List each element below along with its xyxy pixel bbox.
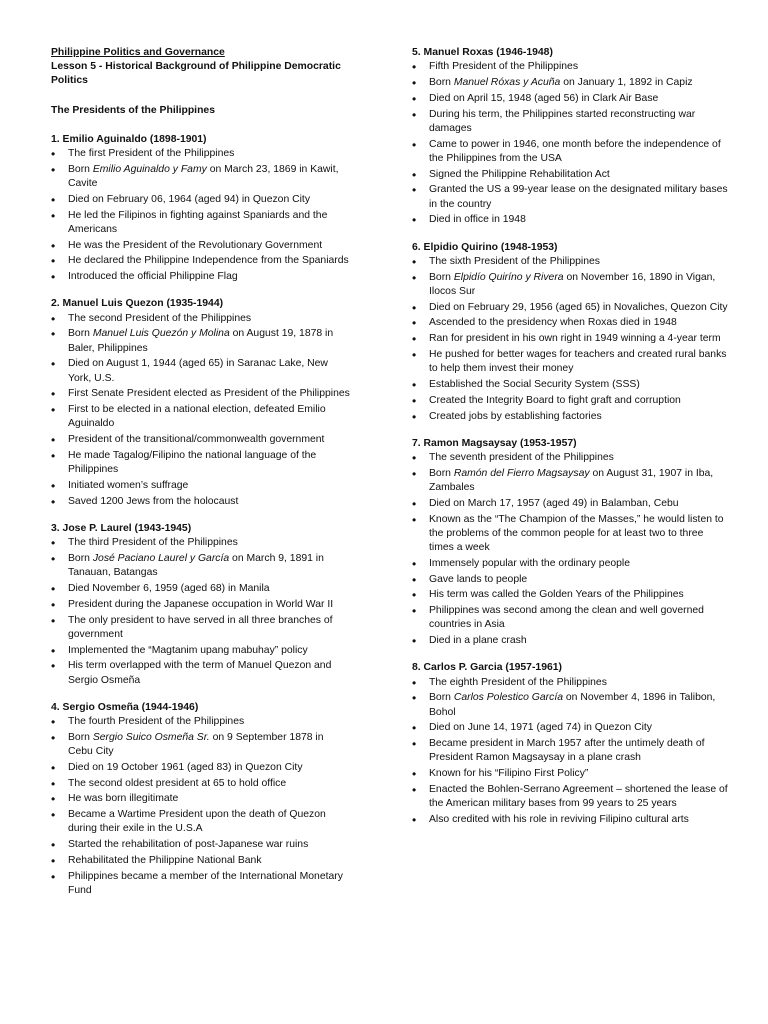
bullet-text: Fifth President of the Philippines xyxy=(429,61,579,73)
list-item xyxy=(51,838,351,852)
bullet-text: Born xyxy=(429,467,454,479)
bullet-list xyxy=(51,536,351,688)
bullet-list xyxy=(51,715,351,898)
bullet-text: He was the President of the Revolutionary Government xyxy=(68,239,323,251)
list-item xyxy=(412,513,728,556)
bullet-text: Became president in March 1957 after the untimely death of President Ramon Magsaysay in a plane crash xyxy=(429,738,705,764)
list-item xyxy=(51,552,351,580)
bullet-text: Born xyxy=(429,692,454,704)
list-item xyxy=(51,147,351,161)
bullet-text: Died in office in 1948 xyxy=(429,214,526,226)
bullet-text: His term overlapped with the term of Manuel Quezon and Sergio Osmeña xyxy=(68,660,332,686)
list-item xyxy=(412,588,728,602)
list-item xyxy=(51,792,351,806)
list-item xyxy=(51,761,351,775)
list-item xyxy=(51,327,351,355)
list-item xyxy=(412,557,728,571)
list-item xyxy=(51,209,351,237)
bullet-text: During his term, the Philippines started reconstructing war damages xyxy=(429,108,696,134)
list-item xyxy=(412,378,728,392)
section-title: 5. Manuel Roxas (1946-1948) xyxy=(412,47,553,58)
bullet-text: Initiated women’s suffrage xyxy=(68,480,189,491)
bullet-text: Died November 6, 1959 (aged 68) in Manila xyxy=(68,583,270,594)
bullet-text: The second oldest president at 65 to hold office xyxy=(68,777,287,789)
list-item xyxy=(412,604,728,632)
list-item xyxy=(412,271,728,299)
list-item xyxy=(412,183,728,211)
bullet-text: Also credited with his role in reviving Filipino cultural arts xyxy=(429,813,689,825)
bullet-text: on August 19, 1878 in Baler, Philippines xyxy=(68,328,334,354)
list-item xyxy=(51,731,351,759)
bullet-text: Rehabilitated the Philippine National Bank xyxy=(68,854,262,866)
list-item xyxy=(412,410,728,424)
list-item xyxy=(51,254,351,268)
list-item xyxy=(51,715,351,729)
list-item xyxy=(51,598,351,612)
list-item xyxy=(51,312,351,326)
bullet-list xyxy=(412,451,728,648)
list-item xyxy=(412,108,728,136)
topic-title: The Presidents of the Philippines xyxy=(51,104,215,116)
bullet-text: Born xyxy=(68,553,93,564)
list-item xyxy=(412,301,728,315)
bullet-text: Died on March 17, 1957 (aged 49) in Balamban, Cebu xyxy=(429,497,679,509)
section-title: 7. Ramon Magsaysay (1953-1957) xyxy=(412,437,577,449)
list-item xyxy=(412,691,728,719)
list-item xyxy=(412,255,728,269)
list-item xyxy=(51,808,351,836)
bullet-text: Granted the US a 99-year lease on the designated military bases in the country xyxy=(429,184,728,210)
bullet-text: Born xyxy=(429,77,454,88)
bullet-text: Born xyxy=(68,163,93,175)
bullet-text: He pushed for better wages for teachers and created rural banks to help them invest their money xyxy=(429,348,727,375)
bullet-text: Enacted the Bohlen-Serrano Agreement – shortened the lease of the American military bases from 99 years to 25 years xyxy=(429,783,728,810)
list-item xyxy=(51,357,351,385)
bullet-text: He declared the Philippine Independence from the Spaniards xyxy=(68,255,349,267)
bullet-text: Died on February 29, 1956 (aged 65) in Novaliches, Quezon City xyxy=(429,301,728,313)
section-title: 6. Elpidio Quirino (1948-1953) xyxy=(412,241,558,253)
bullet-text: Immensely popular with the ordinary people xyxy=(429,557,630,569)
bullet-list xyxy=(412,60,728,227)
list-item xyxy=(412,168,728,182)
bullet-text: on November 4, 1896 in Talibon, Bohol xyxy=(429,692,716,718)
list-item xyxy=(51,163,351,191)
bullet-text: Known for his “Filipino First Policy” xyxy=(429,768,589,780)
bullet-text: Signed the Philippine Rehabilitation Act xyxy=(429,168,610,180)
right-sections xyxy=(412,46,728,827)
bullet-text: Implemented the “Magtanim upang mabuhay” policy xyxy=(68,644,308,656)
bullet-text: on 9 September 1878 in Cebu City xyxy=(68,731,324,757)
bullet-text: Died on February 06, 1964 (aged 94) in Quezon City xyxy=(68,193,311,205)
bullet-text: on March 23, 1869 in Kawit, Cavite xyxy=(68,163,339,190)
birth-name: Manuel Luis Quezón y Molina xyxy=(92,328,230,340)
list-item xyxy=(51,403,351,431)
list-item xyxy=(51,870,351,898)
bullet-text: The sixth President of the Philippines xyxy=(429,255,600,267)
bullet-text: President during the Japanese occupation in World War II xyxy=(68,598,334,610)
bullet-text: on August 31, 1907 in Iba, Zambales xyxy=(429,467,714,493)
birth-name: Ramón del Fierro Magsaysay xyxy=(453,467,590,479)
bullet-text: Came to power in 1946, one month before the independence of the Philippines from the USA xyxy=(429,138,721,164)
section-title: 1. Emilio Aguinaldo (1898-1901) xyxy=(51,133,207,145)
bullet-text: on March 9, 1891 in Tanauan, Batangas xyxy=(68,553,324,579)
lesson-title: Lesson 5 - Historical Background of Philippine Democratic Politics xyxy=(51,61,341,87)
bullet-text: His term was called the Golden Years of the Philippines xyxy=(429,589,684,601)
list-item xyxy=(51,614,351,642)
bullet-list xyxy=(412,255,728,424)
bullet-text: Died on August 1, 1944 (aged 65) in Saranac Lake, New York, U.S. xyxy=(68,358,328,384)
bullet-text: The only president to have served in all three branches of government xyxy=(68,614,333,640)
bullet-text: The third President of the Philippines xyxy=(68,537,238,549)
bullet-text: First to be elected in a national election, defeated Emilio Aguinaldo xyxy=(68,404,326,430)
bullet-text: The fourth President of the Philippines xyxy=(68,716,245,727)
birth-name: Manuel Róxas y Acuña xyxy=(453,77,561,88)
bullet-text: Established the Social Security System (SSS) xyxy=(429,378,640,390)
list-item xyxy=(51,659,351,687)
list-item xyxy=(51,479,351,493)
bullet-text: Died on June 14, 1971 (aged 74) in Quezon City xyxy=(429,722,652,734)
list-item xyxy=(412,92,728,106)
birth-name: Sergio Suico Osmeña Sr. xyxy=(92,731,210,743)
section-title: 2. Manuel Luis Quezon (1935-1944) xyxy=(51,298,224,310)
bullet-text: The seventh president of the Philippines xyxy=(429,451,614,463)
bullet-text: Died on April 15, 1948 (aged 56) in Clark Air Base xyxy=(429,92,659,104)
list-item xyxy=(51,433,351,447)
bullet-text: He made Tagalog/Filipino the national language of the Philippines xyxy=(68,450,317,476)
list-item xyxy=(412,467,728,495)
bullet-text: The second President of the Philippines xyxy=(68,312,252,324)
bullet-text: The first President of the Philippines xyxy=(68,148,235,160)
bullet-text: Gave lands to people xyxy=(429,573,528,585)
bullet-text: Introduced the official Philippine Flag xyxy=(68,271,238,283)
bullet-text: Known as the “The Champion of the Masses,” he would listen to the problems of the common people for at least two to three times a week xyxy=(429,513,724,553)
list-item xyxy=(51,777,351,791)
birth-name: José Paciano Laurel y García xyxy=(92,553,230,564)
list-item xyxy=(412,451,728,465)
birth-name: Elpidío Quiríno y Rivera xyxy=(453,271,564,283)
list-item xyxy=(51,582,351,596)
bullet-text: Created the Integrity Board to fight graft and corruption xyxy=(429,394,681,406)
president-section xyxy=(51,133,351,285)
bullet-text: President of the transitional/commonwealth government xyxy=(68,434,325,446)
list-item xyxy=(51,193,351,207)
bullet-text: Saved 1200 Jews from the holocaust xyxy=(68,495,239,507)
bullet-text: Created jobs by establishing factories xyxy=(429,410,602,422)
bullet-text: He was born illegitimate xyxy=(68,793,179,805)
list-item xyxy=(412,213,728,227)
list-item xyxy=(51,449,351,477)
bullet-text: Born xyxy=(68,731,93,743)
birth-name: Carlos Polestico García xyxy=(453,692,563,704)
bullet-list xyxy=(51,147,351,284)
bullet-text: Philippines was second among the clean and well governed countries in Asia xyxy=(429,605,704,631)
president-section xyxy=(412,241,728,424)
bullet-text: Born xyxy=(429,271,454,283)
list-item xyxy=(412,332,728,346)
list-item xyxy=(412,348,728,376)
left-sections xyxy=(51,133,351,898)
list-item xyxy=(412,737,728,765)
section-title: 8. Carlos P. Garcia (1957-1961) xyxy=(412,662,562,674)
right-column xyxy=(412,46,728,840)
list-item xyxy=(412,60,728,74)
bullet-text: Ascended to the presidency when Roxas died in 1948 xyxy=(429,317,677,329)
president-section xyxy=(412,437,728,649)
section-title: 4. Sergio Osmeña (1944-1946) xyxy=(51,701,199,713)
bullet-text: Born xyxy=(68,328,93,340)
list-item xyxy=(51,270,351,284)
list-item xyxy=(51,644,351,658)
section-title: 3. Jose P. Laurel (1943-1945) xyxy=(51,523,192,534)
president-section xyxy=(51,297,351,509)
list-item xyxy=(412,394,728,408)
list-item xyxy=(412,813,728,827)
bullet-text: Died in a plane crash xyxy=(429,635,527,647)
list-item xyxy=(412,676,728,690)
president-section xyxy=(51,522,351,688)
bullet-text: Ran for president in his own right in 1949 winning a 4-year term xyxy=(429,333,721,345)
list-item xyxy=(51,854,351,868)
list-item xyxy=(51,495,351,509)
list-item xyxy=(412,783,728,811)
list-item xyxy=(51,239,351,253)
list-item xyxy=(412,316,728,330)
list-item xyxy=(412,573,728,587)
president-section xyxy=(412,46,728,228)
list-item xyxy=(51,536,351,550)
bullet-list xyxy=(412,676,728,828)
bullet-text: on January 1, 1892 in Capiz xyxy=(560,77,693,88)
bullet-text: Died on 19 October 1961 (aged 83) in Quezon City xyxy=(68,761,303,773)
list-item xyxy=(412,767,728,781)
list-item xyxy=(412,634,728,648)
list-item xyxy=(412,76,728,90)
bullet-text: Philippines became a member of the International Monetary Fund xyxy=(68,870,343,896)
bullet-text: Became a Wartime President upon the death of Quezon during their exile in the U.S.A xyxy=(68,809,326,835)
bullet-text: Started the rehabilitation of post-Japanese war ruins xyxy=(68,839,309,851)
list-item xyxy=(412,721,728,735)
list-item xyxy=(412,138,728,166)
president-section xyxy=(412,661,728,827)
bullet-text: First Senate President elected as President of the Philippines xyxy=(68,388,350,400)
birth-name: Emilio Aguinaldo y Famy xyxy=(92,163,207,175)
bullet-list xyxy=(51,312,351,509)
bullet-text: The eighth President of the Philippines xyxy=(429,676,607,688)
list-item xyxy=(51,387,351,401)
bullet-text: He led the Filipinos in fighting against Spaniards and the Americans xyxy=(68,209,328,235)
course-title: Philippine Politics and Governance xyxy=(51,47,225,58)
bullet-text: on November 16, 1890 in Vigan, Ilocos Sur xyxy=(429,271,716,297)
president-section xyxy=(51,701,351,898)
list-item xyxy=(412,497,728,511)
left-column xyxy=(51,46,351,911)
